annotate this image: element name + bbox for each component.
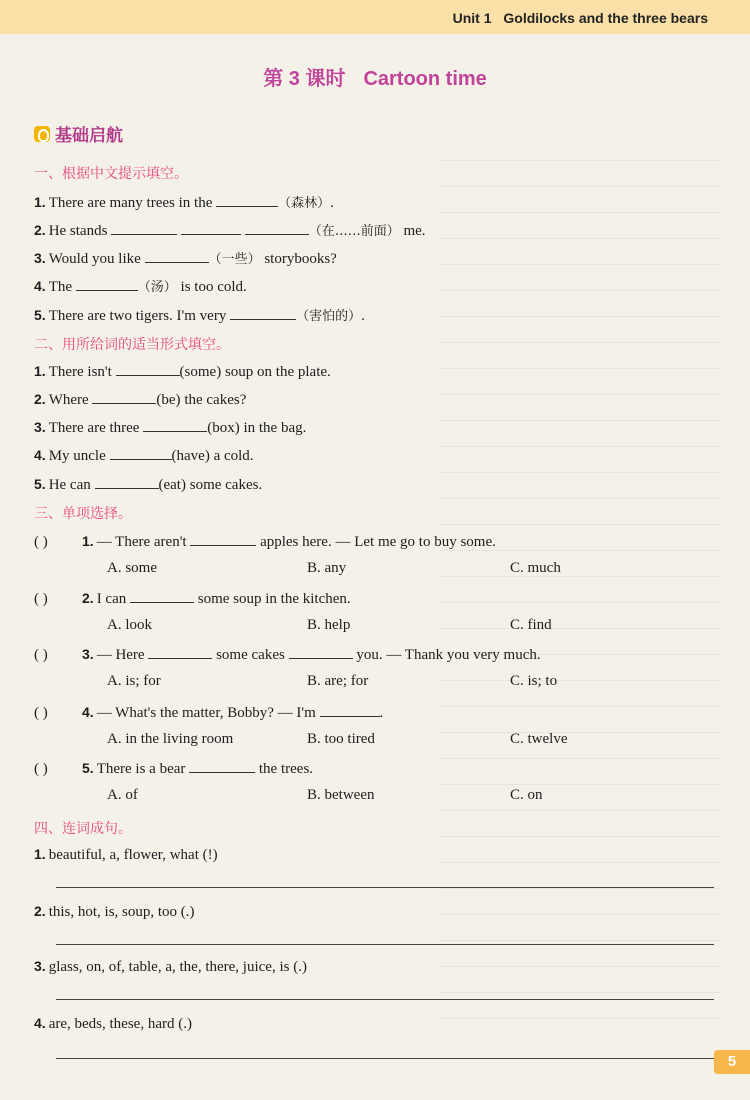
mc-question-2 [34, 589, 351, 608]
item-text-post: me. [403, 223, 426, 239]
unit-header [453, 10, 708, 26]
section-heading [34, 121, 123, 146]
item-text-pre: He stands [48, 223, 108, 239]
item-number: 1. [34, 194, 46, 210]
part3-title: 三、单项选择。 [34, 506, 132, 522]
item-number: 3. [82, 646, 94, 662]
option-a[interactable]: A. look [107, 617, 152, 633]
item-number: 1. [34, 846, 46, 862]
item-text-pre: There isn't [48, 364, 112, 380]
mc-question-5 [34, 759, 313, 778]
item-number: 1. [34, 363, 46, 379]
item-number: 2. [34, 391, 46, 407]
item-text-pre: The [48, 279, 73, 295]
answer-blank[interactable] [216, 193, 278, 207]
option-c[interactable]: C. is; to [510, 673, 558, 689]
answer-blank[interactable] [189, 759, 255, 773]
item-text-post: storybooks? [264, 251, 337, 267]
item-text-pre: He can [48, 477, 91, 493]
stem-b: . [379, 705, 384, 721]
answer-blank[interactable] [181, 221, 241, 235]
part2-item-3 [34, 418, 306, 437]
lesson-title [0, 62, 750, 91]
stem-a: — There aren't [96, 534, 187, 550]
word-list: glass, on, of, table, a, the, there, juice, is (.) [48, 959, 307, 975]
stem-a: — What's the matter, Bobby? — I'm [96, 705, 316, 721]
item-number: 2. [34, 903, 46, 919]
stem-b: apples here. — Let me go to buy some. [260, 534, 496, 550]
stem-a: I can [96, 591, 127, 607]
answer-parens[interactable]: ( ) [34, 534, 48, 550]
item-number: 5. [34, 307, 46, 323]
page-number: 5 [714, 1050, 750, 1074]
part1-item-1 [34, 192, 334, 212]
answer-blank[interactable] [245, 221, 309, 235]
option-b[interactable]: B. between [307, 787, 375, 803]
item-number: 4. [82, 704, 94, 720]
answer-blank[interactable] [289, 645, 353, 659]
answer-blank[interactable] [95, 475, 159, 489]
item-text-pre: There are two tigers. I'm very [48, 308, 227, 324]
item-text-pre: Would you like [48, 251, 141, 267]
item-text-post: in the bag. [243, 420, 307, 436]
answer-blank[interactable] [143, 418, 207, 432]
answer-parens[interactable]: ( ) [34, 705, 48, 721]
item-text-pre: There are many trees in the [48, 195, 213, 211]
answer-blank[interactable] [110, 446, 172, 460]
answer-parens[interactable]: ( ) [34, 591, 48, 607]
word-hint: (be) [156, 392, 181, 408]
unit-title: Goldilocks and the three bears [503, 10, 708, 26]
lightbulb-icon [34, 126, 50, 142]
lesson-name: Cartoon time [363, 68, 487, 90]
option-a[interactable]: A. some [107, 560, 157, 576]
answer-line[interactable] [56, 1058, 714, 1059]
chinese-hint: （一些） [208, 252, 261, 267]
answer-parens[interactable]: ( ) [34, 647, 48, 663]
answer-blank[interactable] [116, 362, 180, 376]
part4-item-2 [34, 903, 195, 921]
mc-question-4 [34, 703, 383, 722]
stem-a: There is a bear [96, 761, 186, 777]
part2-title: 二、用所给词的适当形式填空。 [34, 337, 230, 353]
word-hint: (eat) [158, 477, 186, 493]
part4-item-4 [34, 1015, 192, 1033]
item-number: 3. [34, 419, 46, 435]
item-number: 2. [34, 222, 46, 238]
item-text-post: . [361, 308, 365, 324]
stem-b: some cakes [216, 647, 285, 663]
bleed-through-texture [440, 160, 720, 1040]
part1-item-4 [34, 276, 247, 296]
option-b[interactable]: B. too tired [307, 731, 375, 747]
part2-item-1 [34, 362, 331, 381]
item-number: 4. [34, 278, 46, 294]
stem-a: — Here [96, 647, 145, 663]
option-b[interactable]: B. help [307, 617, 351, 633]
chinese-hint: （在……前面） [308, 224, 400, 239]
answer-blank[interactable] [148, 645, 212, 659]
word-hint: (box) [207, 420, 240, 436]
part2-item-5 [34, 475, 262, 494]
item-number: 3. [34, 958, 46, 974]
lesson-number: 第 3 课时 [263, 68, 346, 90]
item-number: 1. [82, 533, 94, 549]
chinese-hint: （森林） [278, 196, 331, 211]
answer-blank[interactable] [145, 249, 209, 263]
option-c[interactable]: C. twelve [510, 731, 568, 747]
part4-item-1 [34, 846, 218, 864]
option-a[interactable]: A. is; for [107, 673, 161, 689]
part1-title: 一、根据中文提示填空。 [34, 166, 188, 182]
chinese-hint: （汤） [137, 280, 177, 295]
option-b[interactable]: B. any [307, 560, 347, 576]
answer-blank[interactable] [76, 277, 138, 291]
answer-blank[interactable] [92, 390, 156, 404]
item-number: 3. [34, 250, 46, 266]
answer-blank[interactable] [190, 532, 256, 546]
part1-item-2 [34, 220, 426, 240]
answer-blank[interactable] [320, 703, 380, 717]
item-number: 5. [34, 476, 46, 492]
option-c[interactable]: C. much [510, 560, 561, 576]
item-number: 5. [82, 760, 94, 776]
word-list: this, hot, is, soup, too (.) [48, 904, 195, 920]
stem-c: you. — Thank you very much. [356, 647, 541, 663]
mc-question-1 [34, 532, 496, 551]
word-hint: (have) [171, 448, 210, 464]
option-b[interactable]: B. are; for [307, 673, 369, 689]
answer-blank[interactable] [230, 306, 296, 320]
item-text-post: some cakes. [189, 477, 263, 493]
part2-item-4 [34, 446, 254, 465]
item-text-post: is too cold. [180, 279, 247, 295]
answer-line[interactable] [56, 887, 714, 888]
item-text-pre: My uncle [48, 448, 106, 464]
option-c[interactable]: C. on [510, 787, 543, 803]
mc-question-3 [34, 645, 541, 664]
word-list: are, beds, these, hard (.) [48, 1016, 192, 1032]
answer-blank[interactable] [130, 589, 194, 603]
item-number: 4. [34, 447, 46, 463]
answer-parens[interactable]: ( ) [34, 761, 48, 777]
option-a[interactable]: A. of [107, 787, 138, 803]
stem-b: some soup in the kitchen. [197, 591, 351, 607]
item-text-pre: There are three [48, 420, 140, 436]
item-text-post: a cold. [213, 448, 254, 464]
word-list: beautiful, a, flower, what (!) [48, 847, 218, 863]
part4-title: 四、连词成句。 [34, 821, 132, 837]
item-number: 4. [34, 1015, 46, 1031]
option-c[interactable]: C. find [510, 617, 552, 633]
item-text-pre: Where [48, 392, 89, 408]
section-title: 基础启航 [55, 126, 123, 145]
part2-item-2 [34, 390, 246, 409]
unit-number: Unit 1 [452, 10, 492, 26]
answer-line[interactable] [56, 944, 714, 945]
item-text-post: soup on the plate. [224, 364, 331, 380]
item-text-post: the cakes? [184, 392, 247, 408]
chinese-hint: （害怕的） [296, 309, 362, 324]
item-text-post: . [330, 195, 334, 211]
item-number: 2. [82, 590, 94, 606]
word-hint: (some) [179, 364, 222, 380]
option-a[interactable]: A. in the living room [107, 731, 234, 747]
stem-b: the trees. [258, 761, 314, 777]
part1-item-5 [34, 305, 365, 325]
part4-item-3 [34, 958, 307, 976]
part1-item-3 [34, 248, 337, 268]
answer-blank[interactable] [111, 221, 177, 235]
answer-line[interactable] [56, 999, 714, 1000]
